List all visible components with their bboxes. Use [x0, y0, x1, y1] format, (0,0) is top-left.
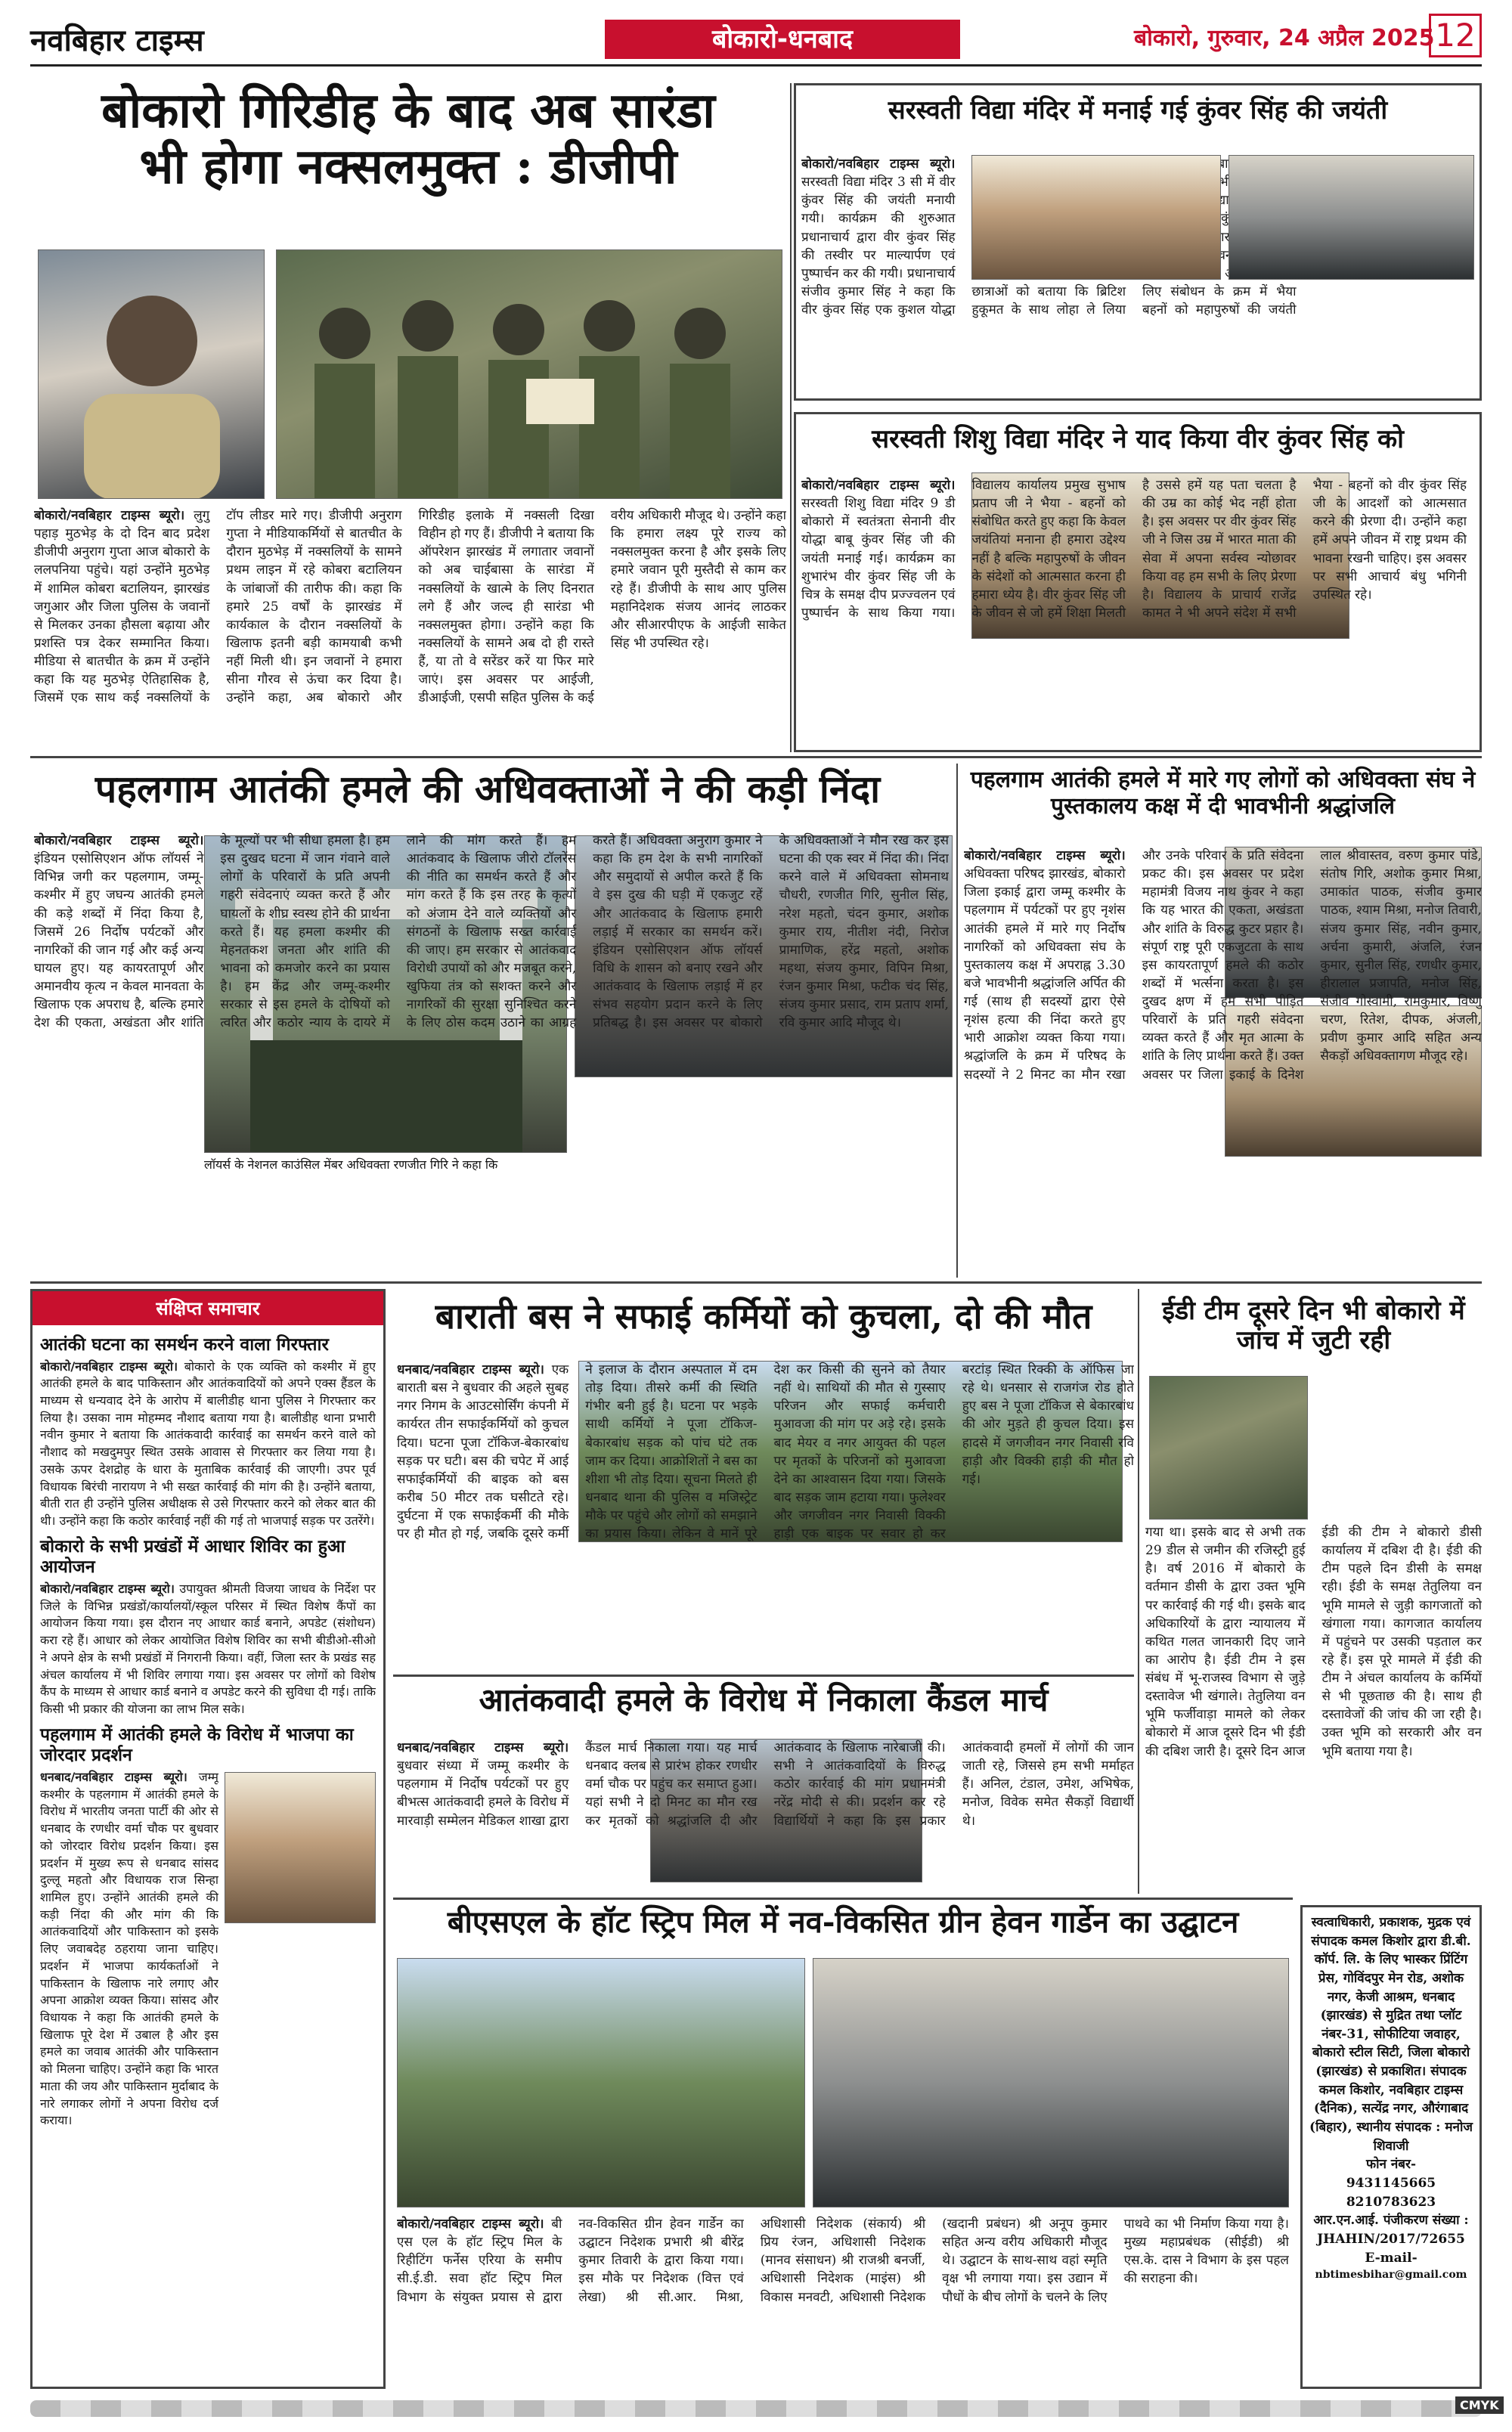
dgp-portrait-photo: [38, 249, 265, 499]
story2-byline: बोकारो/नवबिहार टाइम्स ब्यूरो।: [801, 156, 956, 172]
section-divider-4: [393, 1898, 1293, 1900]
story1-headline: [30, 83, 786, 194]
story5-byline: बोकारो/नवबिहार टाइम्स ब्यूरो।: [964, 848, 1126, 863]
section-divider-2: [30, 1281, 1482, 1284]
story3-headline: सरस्वती शिशु विद्या मंदिर ने याद किया वीर कुंवर सिंह को: [872, 424, 1404, 454]
story2-headline: सरस्वती विद्या मंदिर में मनाई गई कुंवर सिंह की जयंती: [888, 95, 1388, 125]
story9-body: [397, 2215, 1289, 2393]
story2-photo-2: [1228, 155, 1474, 280]
brief3-headline: पहलगाम में आतंकी हमले के विरोध में भाजपा का जोरदार प्रदर्शन: [40, 1724, 354, 1766]
story8-body: [397, 1739, 1134, 1890]
section-divider: [30, 756, 1482, 758]
brief1-text: बोकारो के एक व्यक्ति को कश्मीर में हुए आतंकी हमले के बाद पाकिस्तान और आतंकवादियों को अपने एक्स हैंडल के माध्यम से धन्यवाद देने के आरोप में बालीडीह थाना पुलिस ने गिरफ्तार कर लिया है। उसका नाम मोहम्मद नौशाद बताया गया है। बालीडीह थाना प्रभारी नवीन कुमार ने बताया कि आतंकवादी कार्रवाई का समर्थन करने वाले को नौशाद को मखदुमपुर स्थित उसके आवास से गिरफ्तार कर लिया गया है। उसके ऊपर देशद्रोह के धारा के मुताबिक कार्रवाई की जाएगी। उपर पूर्व विधायक बिरंची नारायण ने भी सख्त कार्रवाई की मांग की है। उन्होंने बताया, बीती रात ही उन्होंने पुलिस अधीक्षक से उसे गिरफ्तार करने को लेकर बात की थी। उन्होंने कहा कि कठोर कार्रवाई नहीं की गई तो भाजपाई सड़क पर उतरेंगे।: [40, 1359, 376, 1529]
story1-byline: बोकारो/नवबिहार टाइम्स ब्यूरो।: [34, 508, 185, 523]
imprint-phone-label: फोन नंबर-: [1365, 2157, 1416, 2173]
story9-photo-1: [397, 1958, 805, 2207]
story4-text: इंडियन एसोसिएशन ऑफ लॉयर्स ने विभिन्न जगी कर पहलगाम, जम्मू-कश्मीर में हुए जघन्य आतंकी हमले की कड़े शब्दों में निंदा किया है, जिसमें 26 निर्दोष पर्यटकों और नागरिकों की जान गई और कई अन्य घायल हुए। यह कायरतापूर्ण और अमानवीय कृत्य न केवल मानवता के खिलाफ एक अपराध है, बल्कि हमारे देश की एकता, अखंडता और शांति के मूल्यों पर भी सीधा हमला है। हम इस दुखद घटना में जान गंवाने वाले लोगों के परिवारों के प्रति अपनी गहरी संवेदनाएं व्यक्त करते हैं और घायलों के शीघ्र स्वस्थ होने की प्रार्थना करते हैं। यह हमला कश्मीर की मेहनतकश जनता और शांति की भावना को कमजोर करने का प्रयास है। हम केंद्र और जम्मू-कश्मीर सरकार से इस हमले के दोषियों को त्वरित और कठोर न्याय के दायरे में लाने की मांग करते हैं। हम आतंकवाद के खिलाफ जीरो टॉलरेंस की नीति का समर्थन करते हैं और मांग करते हैं कि इस तरह के कृत्यों को अंजाम देने वाले व्यक्तियों और संगठनों के खिलाफ सख्त कार्रवाई की जाए। हम सरकार से आतंकवाद विरोधी उपायों को और मजबूत करने, खुफिया तंत्र को सशक्त करने और नागरिकों की सुरक्षा सुनिश्चित करने के लिए ठोस कदम उठाने का आग्रह करते हैं। अधिवक्ता अनुराग कुमार ने कहा कि हम देश के सभी नागरिकों और समुदायों से अपील करते हैं कि वे इस दुख की घड़ी में एकजुट रहें और आतंकवाद के खिलाफ हमारी लड़ाई में सरकार का समर्थन करें। इंडियन एसोसिएशन ऑफ लॉयर्स विधि के शासन को बनाए रखने और आतंकवाद के खिलाफ लड़ाई में हर संभव सहयोग प्रदान करने के लिए प्रतिबद्ध है। इस अवसर पर बोकारो के अधिवक्ताओं ने मौन रख कर इस घटना की एक स्वर में निंदा की। निंदा करने वाले में अधिवक्ता सोमनाथ चौधरी, रणजीत गिरि, सुनील सिंह, नरेश महतो, चंदन कुमार, अशोक कुमार राय, नीतीश नंदी, निरोज प्रामाणिक, हरेंद्र महतो, अशोक महथा, संजय कुमार, विपिन मिश्रा, रंजन कुमार मिश्रा, फटीक चंद सिंह, संजय कुमार प्रसाद, राम प्रताप शर्मा, रवि कुमार आदि मौजूद थे।: [34, 833, 949, 1031]
column-divider-3: [1138, 1289, 1139, 1894]
story9-photo-2: [813, 1958, 1289, 2207]
column-divider-2: [956, 764, 958, 1278]
brief1-byline: बोकारो/नवबिहार टाइम्स ब्यूरो।: [40, 1359, 178, 1374]
brief2-text: उपायुक्त श्रीमती विजया जाधव के निर्देश पर जिले के विभिन्न प्रखंडों/कार्यालयों/स्कूल परिसर में स्थित विशेष कैंपों का आयोजन किया गया। इस दौरान नए आधार कार्ड बनाने, अपडेट (संशोधन) करा रहे हैं। आधार को लेकर आयोजित विशेष शिविर का सभी बीडीओ-सीओ ने अपने क्षेत्र के सभी प्रखंडों में निगरानी किया। वहीं, जिला स्तर के प्रखंड सह अंचल कार्यालय में भी शिविर लगाया गया। इस अवसर पर लोगों को विशेष कैंप के माध्यम से आधार कार्ड बनाने व अपडेट करने की सुविधा दी गई। ताकि किसी भी प्रकार की योजना का लाभ मिल सके।: [40, 1581, 376, 1716]
story4-caption: लॉयर्स के नेशनल काउंसिल मेंबर अधिवक्ता रणजीत गिरि ने कहा कि: [204, 1157, 498, 1172]
section-divider-3: [393, 1675, 1134, 1677]
story5-body: [964, 847, 1482, 1274]
story5-headline: पहलगाम आतंकी हमले में मारे गए लोगों को अधिवक्ता संघ ने पुस्तकालय कक्ष में दी भावभीनी श्रद्धांजलि: [970, 767, 1476, 819]
felicitation-photo: [276, 249, 782, 499]
story6-byline: धनबाद/नवबिहार टाइम्स ब्यूरो।: [397, 1362, 544, 1377]
brief1-body: [40, 1359, 376, 1530]
paper-name: नवबिहार टाइम्स: [30, 23, 204, 58]
footer-color-bar: [30, 2400, 1482, 2417]
group-photo-icon: [277, 250, 782, 499]
story1-text: लुगु पहाड़ मुठभेड़ के दो दिन बाद प्रदेश डीजीपी अनुराग गुप्ता आज बोकारो के ललपनिया पहुंचे। यहां उन्होंने मुठभेड़ में शामिल कोबरा बटालियन, झारखंड जगुआर और जिला पुलिस के जवानों से मिलकर उनका हौसला बढ़ाया और प्रशस्ति पत्र देकर सम्मानित किया। मीडिया से बातचीत के क्रम में उन्होंने कहा कि यह मुठभेड़ ऐतिहासिक है, जिसमें एक साथ कई नक्सलियों के टॉप लीडर मारे गए। डीजीपी अनुराग गुप्ता ने मीडियाकर्मियों से बातचीत के दौरान मुठभेड़ में नक्सलियों के सामने प्रथम लाइन में रहे कोबरा बटालियन के जांबाजों की तारीफ की। कहा कि हमारे 25 वर्षों के झारखंड में कार्यकाल के दौरान नक्सलियों के खिलाफ इतनी बड़ी कामयाबी कभी नहीं मिली थी। इन जवानों ने हमारा सीना गौरव से ऊंचा कर दिया है। उन्होंने कहा, अब बोकारो और गिरिडीह इलाके में नक्सली दिखा विहीन हो गए हैं। डीजीपी ने बताया कि ऑपरेशन झारखंड में लगातार जवानों को अब चाईबासा के सारंडा में नक्सलियों के खात्मे के लिए दिनरात लगे हैं और जल्द ही सारंडा भी नक्सलमुक्त होगा। उन्होंने कहा कि नक्सलियों के सामने अब दो ही रास्ते हैं, या तो वे सरेंडर करें या फिर मारे जाएं। इस अवसर पर आईजी, डीआईजी, एसपी सहित पुलिस के कई वरीय अधिकारी मौजूद थे। उन्होंने कहा कि हमारा लक्ष्य पूरे राज्य को नक्सलमुक्त करना है और इसके लिए हमारे जवान पूरी मुस्तैदी से काम कर रहे हैं। डीजीपी के साथ आए पुलिस महानिदेशक संजय आनंद लाठकर और सीआरपीएफ के आईजी साकेत सिंह भी उपस्थित रहे।: [34, 508, 786, 706]
imprint-rni: JHAHIN/2017/72655: [1317, 2231, 1465, 2247]
story5-text: अधिवक्ता परिषद झारखंड, बोकारो जिला इकाई द्वारा जम्मू कश्मीर के पहलगाम में पर्यटकों पर हुए नृशंस आतंकी हमले में मारे गए निर्दोष नागरिकों को अधिवक्ता संघ के पुस्तकालय कक्ष में अपराह्न 3.30 बजे भावभीनी श्रद्धांजलि अर्पित की गई (साथ ही सदस्यों द्वारा ऐसे नृशंस हत्या की निंदा करते हुए भारी आक्रोश व्यक्त किया गया। श्रद्धांजलि के क्रम में परिषद के सदस्यों ने 2 मिनट का मौन रखा और उनके परिवार के प्रति संवेदना प्रकट की। इस अवसर पर प्रदेश महामंत्री विजय नाथ कुंवर ने कहा कि यह भारत की एकता, अखंडता और शांति के विरुद्ध कुटर प्रहार है। संपूर्ण राष्ट्र पूरी एकजुटता के साथ इस कायरतापूर्ण हमले की कठोर शब्दों में भर्त्सना करता है। इस दुखद क्षण में हम सभी पीड़ित परिवारों के प्रति गहरी संवेदना व्यक्त करते हैं और मृत आत्मा के शांति के लिए प्रार्थना करते हैं। उक्त अवसर पर जिला इकाई के दिनेश लाल श्रीवास्तव, वरुण कुमार पांडे, संतोष गिरि, अशोक कुमार मिश्रा, उमाकांत पाठक, संजीव कुमार पाठक, श्याम मिश्रा, मनोज तिवारी, संजय कुमार सिंह, नवीन कुमार, अर्चना कुमारी, अंजलि, रंजन कुमार, सुनील सिंह, रणधीर कुमार, हीरालाल प्रजापति, मनोज सिंह, संजीव गोस्वामी, रामकुमार, विष्णु चरण, रितेश, दीपक, अंजली, प्रवीण कुमार आदि सहित अन्य सैकड़ों अधिवक्तागण मौजूद रहे।: [964, 848, 1482, 1083]
masthead: [30, 14, 1482, 67]
brief3-photo: [225, 1772, 376, 1923]
story7-body: [1145, 1523, 1482, 1890]
brief2-headline: बोकारो के सभी प्रखंडों में आधार शिविर का हुआ आयोजन: [40, 1535, 345, 1578]
story7-text: गया था। इसके बाद से अभी तक 29 डील से जमीन की रजिस्ट्री हुई है। वर्ष 2016 में बोकारो के वर्तमान डीसी के द्वारा उक्त भूमि पर कार्रवाई की गई थी। इसके बाद अधिकारियों के द्वारा न्यायालय में कथित गलत जानकारी दिए जाने का आरोप है। ईडी टीम ने इस संबंध में भू-राजस्व विभाग से जुड़े दस्तावेज भी खंगाले। तेतुलिया वन भूमि फर्जीवाड़ा मामले को लेकर बोकारो में आज दूसरे दिन भी ईडी की दबिश जारी है। दूसरे दिन आज ईडी की टीम ने बोकारो डीसी कार्यालय में दबिश दी है। ईडी की टीम पहले दिन डीसी के समक्ष रही। ईडी के समक्ष तेतुलिया वन भूमि मामले से जुड़ी कागजातों को खंगाला गया। कागजात कार्यालय में पहुंचने पर उसकी पड़ताल कर रहे हैं। इस पूरे मामले में ईडी की टीम ने अंचल कार्यालय के कर्मियों से भी पूछताछ की है। साथ ही दस्तावेजों की जांच की जा रही है। उक्त भूमि को सरकारी और वन भूमि बताया गया है।: [1145, 1525, 1482, 1759]
imprint-phone2: 8210783623: [1346, 2194, 1436, 2210]
story7-photo: [1149, 1376, 1308, 1520]
dateline: बोकारो, गुरुवार, 24 अप्रैल 2025: [1134, 25, 1435, 51]
brief2-body: [40, 1581, 376, 1718]
story9-text: बी एस एल के हॉट स्ट्रिप मिल के रिहीटिंग फर्नेस एरिया के समीप सी.ई.डी. सवा हॉट स्ट्रिप मिल विभाग के संयुक्त प्रयास से द्वारा नव-विकसित ग्रीन हेवन गार्डेन का उद्घाटन निदेशक प्रभारी श्री बीरेंद्र कुमार तिवारी के द्वारा किया गया। इस मौके पर निदेशक (वित्त एवं लेखा) श्री सी.आर. मिश्रा, अधिशासी निदेशक (संकार्य) श्री प्रिय रंजन, अधिशासी निदेशक (मानव संसाधन) श्री राजश्री बनर्जी, अधिशासी निदेशक (माइंस) श्री विकास मनवटी, अधिशासी निदेशक (खदानी प्रबंधन) श्री अनूप कुमार सहित अन्य वरीय अधिकारी मौजूद थे। उद्घाटन के साथ-साथ वहां स्मृति वृक्ष भी लगाया गया। इस उद्यान में पौधों के बीच लोगों के चलने के लिए पाथवे का भी निर्माण किया गया है। मुख्य महाप्रबंधक (सीईडी) श्री एस.के. दास ने विभाग के इस पहल की सराहना की।: [397, 2217, 1289, 2305]
story9-headline: बीएसएल के हॉट स्ट्रिप मिल में नव-विकसित ग्रीन हेवन गार्डेन का उद्घाटन: [447, 1904, 1239, 1940]
column-divider: [790, 83, 792, 752]
story1-headline-line1: बोकारो गिरिडीह के बाद अब सारंडा: [101, 82, 715, 139]
story3-body: [801, 476, 1467, 748]
story4-byline: बोकारो/नवबिहार टाइम्स ब्यूरो।: [34, 833, 204, 848]
story2-photo-1: [971, 155, 1221, 280]
brief3-body: [40, 1769, 218, 2130]
story1-headline-line2: भी होगा नक्सलमुक्त : डीजीपी: [139, 138, 677, 195]
briefs-box: [30, 1289, 386, 2389]
story9-byline: बोकारो/नवबिहार टाइम्स ब्यूरो।: [397, 2217, 544, 2232]
briefs-title: संक्षिप्त समाचार: [33, 1291, 383, 1325]
story8-text: बुधवार संध्या में जम्मू कश्मीर के पहलगाम में निर्दोष पर्यटकों पर हुए बीभत्स आतंकवादी हमले के विरोध में मारवाड़ी सम्मेलन मेडिकल शाखा द्वारा कैंडल मार्च निकाला गया। यह मार्च धनबाद क्लब से प्रारंभ होकर रणधीर वर्मा चौक पर पहुंच कर समाप्त हुआ। यहां सभी ने दो मिनट का मौन रख कर मृतकों को श्रद्धांजलि दी और आतंकवाद के खिलाफ नारेबाजी की। सभी ने आतंकवादियों के विरुद्ध कठोर कार्रवाई की मांग प्रधानमंत्री नरेंद्र मोदी से की। प्रदर्शन कर रहे विद्यार्थियों ने कहा कि इस प्रकार आतंकवादी हमलों में लोगों की जान जाती रहे, जिससे हम सभी मर्माहत हैं। अनिल, टंडाल, उमेश, अभिषेक, मनोज, विवेक समेत सैकड़ों विद्यार्थी थे।: [397, 1740, 1134, 1829]
story6-body: [397, 1361, 1134, 1671]
story4-headline: पहलगाम आतंकी हमले की अधिवक्ताओं ने की कड़ी निंदा: [94, 767, 881, 811]
story6-text: एक बाराती बस ने बुधवार की अहले सुबह नगर निगम के आउटसोर्सिंग कंपनी में कार्यरत तीन सफाईकर्मियों को कुचल दिया। घटना पूजा टॉकिज-बेकारबांध सड़क पर घटी। बस की चपेट में आई सफाईकर्मियों की बाइक को बस करीब 50 मीटर तक घसीटते रहे। दुर्घटना में एक सफाईकर्मी की मौके पर ही मौत हो गई, जबकि दूसरे कर्मी ने इलाज के दौरान अस्पताल में दम तोड़ दिया। तीसरे कर्मी की स्थिति गंभीर बनी हुई है। घटना पर भड़के साथी कर्मियों ने पूजा टॉकिज-बेकारबांध सड़क को पांच घंटे तक जाम कर दिया। आक्रोशितों ने बस का शीशा भी तोड़ दिया। सूचना मिलते ही धनबाद थाना की पुलिस व मजिस्ट्रेट मौके पर पहुंचे और लोगों को समझाने का प्रयास किया। लेकिन वे मानें पूरे देश कर किसी की सुनने को तैयार नहीं थे। साथियों की मौत से गुस्साए परिजन और सफाई कर्मचारी मुआवजा की मांग पर अड़े रहे। इसके बाद मेयर व नगर आयुक्त की पहल पर मृतकों के परिजनों को मुआवजा देने का आश्वासन दिया गया। जिसके बाद सड़क जाम हटाया गया। फुलेश्वर और जगजीवन नगर निवासी विक्की हाड़ी एक बाइक पर सवार हो कर बरटांड़ स्थित रिक्की के ऑफिस जा रहे थे। धनसार से राजगंज रोड होते हुए बस ने पूजा टॉकिज से बेकारबांध की ओर मुड़ते ही कुचल दिया। इस हादसे में जगजीवन नगर निवासी रवि हाड़ी और विक्की हाड़ी की मौत हो गई।: [397, 1362, 1134, 1542]
brief3-text: जम्मू कश्मीर के पहलगाम में आतंकी हमले के विरोध में भारतीय जनता पार्टी की ओर से धनबाद के रणधीर वर्मा चौक पर बुधवार को जोरदार विरोध प्रदर्शन किया। इस प्रदर्शन में मुख्य रूप से धनबाद सांसद दुल्लू महतो और विधायक राज सिन्हा शामिल हुए। उन्होंने आतंकी हमले की कड़ी निंदा की और मांग की कि आतंकवादियों और पाकिस्तान को इसके लिए जवाबदेह ठहराया जाना चाहिए। प्रदर्शन में भाजपा कार्यकर्ताओं ने पाकिस्तान के खिलाफ नारे लगाए और अपना आक्रोश व्यक्त किया। सांसद और विधायक ने कहा कि आतंकी हमले के खिलाफ पूरे देश में उबाल है और इस हमले का जवाब आतंकी और पाकिस्तान को मिलना चाहिए। उन्होंने कहा कि भारत माता की जय और पाकिस्तान मुर्दाबाद के नारे लगाकर लोगों ने अपना विरोध दर्ज कराया।: [40, 1769, 218, 2128]
imprint-rni-label: आर.एन.आई. पंजीकरण संख्या :: [1313, 2213, 1469, 2229]
imprint-box: [1300, 1905, 1482, 2389]
person-icon: [39, 250, 265, 499]
imprint-email: nbtimesbihar@gmail.com: [1315, 2269, 1467, 2282]
story2-text: सरस्वती विद्या मंदिर 3 सी में वीर कुंवर सिंह की जयंती मनायी गयी। कार्यक्रम की शुरुआत प्रधानाचार्य द्वारा वीर कुंवर सिंह की तस्वीर पर माल्यार्पण एवं पुष्पार्चन कर की गयी। प्रधानाचार्य संजीव कुमार सिंह ने कहा कि वीर कुंवर सिंह एक कुशल योद्धा छात्राओं को बताया कि ब्रिटिश हुकूमत के साथ लोहा ले लिया भी विद्यालय लिए संबोधन के क्रम में भैया बहनों को महापुरुषों की जयंती: [801, 175, 1297, 318]
story7-headline: ईडी टीम दूसरे दिन भी बोकारो में जांच में जुटी रही: [1162, 1296, 1465, 1356]
story3-text: सरस्वती शिशु विद्या मंदिर 9 डी बोकारो में स्वतंत्रता सेनानी वीर योद्धा बाबू कुंवर सिंह जी की जयंती मनाई गई। कार्यक्रम का शुभारंभ वीर कुंवर सिंह जी के चित्र के समक्ष दीप प्रज्ज्वलन एवं पुष्पार्चन के साथ किया गया। विद्यालय कार्यालय प्रमुख सुभाष प्रताप जी ने भैया - बहनों को संबोधित करते हुए कहा कि केवल जयंतियां मनाना ही हमारा उद्देश्य नहीं है बल्कि महापुरुषों के जीवन के संदेशों को आत्मसात करना ही हमारा ध्येय है। वीर कुंवर सिंह जी के जीवन से जो हमें शिक्षा मिलती है उससे हमें यह पता चलता है की उम्र का कोई भेद नहीं होता है। इस अवसर पर वीर कुंवर सिंह जी ने जिस उम्र में भारत माता की सेवा में अपना सर्वस्व न्योछावर किया वह हम सभी के लिए प्रेरणा है। विद्यालय के प्राचार्य राजेंद्र कामत ने भी अपने संदेश में सभी भैया - बहनों को वीर कुंवर सिंह जी के आदर्शों को आत्मसात करने की प्रेरणा दी। उन्होंने कहा हमें अपने जीवन में राष्ट्र प्रथम की भावना रखनी चाहिए। इस अवसर पर सभी आचार्य बंधु भगिनी उपस्थित रहे।: [801, 478, 1467, 621]
imprint-phone1: 9431145665: [1346, 2175, 1436, 2191]
section-label: बोकारो-धनबाद: [605, 20, 960, 59]
story3-byline: बोकारो/नवबिहार टाइम्स ब्यूरो।: [801, 478, 956, 493]
brief1-headline: आतंकी घटना का समर्थन करने वाला गिरफ्तार: [40, 1334, 329, 1355]
imprint-text: स्वत्वाधिकारी, प्रकाशक, मुद्रक एवं संपादक कमल किशोर द्वारा डी.बी. कॉर्प. लि. के लिए भास्कर प्रिंटिंग प्रेस, गोविंदपुर मेन रोड, अशोक नगर, केजी आश्रम, धनबाद (झारखंड) से मुद्रित तथा प्लॉट नंबर-31, सोफीटिया जवाहर, बोकारो स्टील सिटी, जिला बोकारो (झारखंड) से प्रकाशित। संपादक कमल किशोर, नवबिहार टाइम्स (दैनिक), सत्येंद्र नगर, औरंगाबाद (बिहार), स्थानीय संपादक : मनोज शिवाजी: [1309, 1915, 1473, 2154]
brief3-byline: धनबाद/नवबिहार टाइम्स ब्यूरो।: [40, 1769, 187, 1784]
story4-body: [34, 832, 949, 1270]
story8-headline: आतंकवादी हमले के विरोध में निकाला कैंडल मार्च: [479, 1681, 1049, 1718]
cmyk-marker: CMYK: [1455, 2396, 1504, 2414]
story8-byline: धनबाद/नवबिहार टाइम्स ब्यूरो।: [397, 1740, 569, 1755]
story6-headline: बाराती बस ने सफाई कर्मियों को कुचला, दो की मौत: [435, 1296, 1092, 1337]
page-number: 12: [1429, 14, 1482, 57]
imprint-email-label: E-mail-: [1365, 2250, 1418, 2266]
brief2-byline: बोकारो/नवबिहार टाइम्स ब्यूरो।: [40, 1581, 175, 1596]
story1-body: [34, 507, 786, 748]
